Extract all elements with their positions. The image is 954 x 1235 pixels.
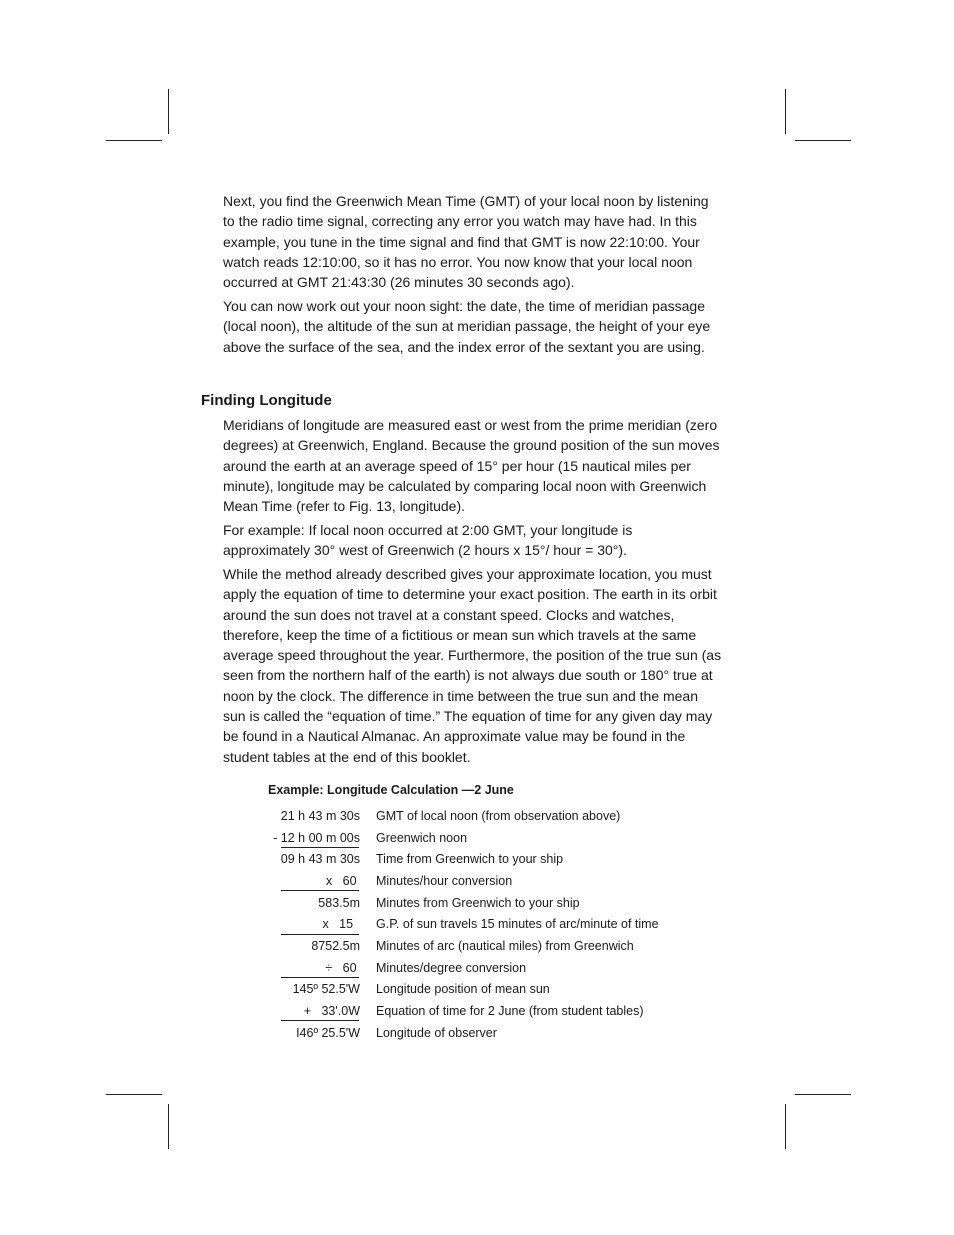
table-row [0,809,954,829]
table-row [0,982,954,1002]
row-value: - 12 h 00 m 00s [273,831,360,845]
row-description: Time from Greenwich to your ship [376,852,564,866]
table-row [0,852,954,872]
paragraph-gmt-local-noon: Next, you find the Greenwich Mean Time (GMT) of your local noon by listening to the radio time signal, correcting any error you watch may have had. In this example, you tune in the time signal and find that GMT is now 22:10:00. Your watch reads 12:10:00, so it has no error. You now know that your local noon occurred at GMT 21:43:30 (26 minutes 30 seconds ago). [223,193,709,291]
row-description: Longitude position of mean sun [376,982,550,996]
row-value: 09 h 43 m 30s [280,852,360,866]
crop-mark-bottom-right-horizontal [795,1094,851,1095]
row-value: ÷ 60 [325,961,360,975]
table-row [0,831,954,851]
sum-rule [281,934,359,935]
paragraph-for-example: For example: If local noon occurred at 2:00 GMT, your longitude is approximately 30° west of Greenwich (2 hours x 15°/ hour = 30°). [223,522,633,559]
section-heading-finding-longitude: Finding Longitude [201,392,332,409]
row-value: 8752.5m [311,939,360,953]
row-description: Longitude of observer [376,1026,497,1040]
crop-mark-top-left-vertical [168,89,169,134]
crop-mark-top-left-horizontal [106,140,162,141]
table-row [0,1026,954,1046]
row-description: Greenwich noon [376,831,468,845]
paragraph-noon-sight: You can now work out your noon sight: the date, the time of meridian passage (local noon), the altitude of the sun at meridian passage, the height of your eye above the surface of the sea, and the index error of the sextant you are using. [223,298,711,355]
row-description: Equation of time for 2 June (from student tables) [376,1004,644,1018]
sum-rule [281,1020,359,1021]
row-value: x 60 [325,874,360,888]
row-description: Minutes/degree conversion [376,961,527,975]
crop-mark-bottom-right-vertical [785,1104,786,1149]
row-value: I46º 25.5'W [296,1026,360,1040]
row-value: 21 h 43 m 30s [280,809,360,823]
example-title: Example: Longitude Calculation —2 June [268,783,514,797]
table-row [0,917,954,937]
paragraph-equation-of-time: While the method already described gives your approximate location, you must apply the equation of time to determine your exact position. The earth in its orbit around the sun does not travel at a constant speed. Clocks and watches, therefore, keep the time of a fictitious or mean sun which travels at the same average speed throughout the year. Furthermore, the position of the true sun (as seen from the northern half of the earth) is not always due south or 180° true at noon by the clock. The difference in time between the true sun and the mean sun is called the “equation of time.” The equation of time for any given day may be found in a Nautical Almanac. An approximate value may be found in the student tables at the end of this booklet. [223,566,722,765]
row-description: Minutes of arc (nautical miles) from Greenwich [376,939,634,953]
sum-rule [281,977,359,978]
row-description: Minutes/hour conversion [376,874,513,888]
row-value: + 33'.0W [303,1004,360,1018]
crop-mark-bottom-left-vertical [168,1104,169,1149]
table-row [0,939,954,959]
row-value: 583.5m [318,896,360,910]
row-description: G.P. of sun travels 15 minutes of arc/minute of time [376,917,659,931]
row-value: x 15 [322,917,360,931]
row-description: GMT of local noon (from observation above) [376,809,621,823]
crop-mark-bottom-left-horizontal [106,1094,162,1095]
table-row [0,961,954,981]
row-description: Minutes from Greenwich to your ship [376,896,580,910]
table-row [0,1004,954,1024]
crop-mark-top-right-vertical [785,89,786,134]
sum-rule [281,847,359,848]
sum-rule [281,890,359,891]
table-row [0,896,954,916]
table-row [0,874,954,894]
crop-mark-top-right-horizontal [795,140,851,141]
row-value: 145º 52.5'W [292,982,360,996]
paragraph-meridians: Meridians of longitude are measured east or west from the prime meridian (zero degrees) at Greenwich, England. Because the ground position of the sun moves around the earth at an average speed of 15° per hour (15 nautical miles per minute), longitude may be calculated by comparing local noon with Greenwich Mean Time (refer to Fig. 13, longitude). [223,417,720,515]
